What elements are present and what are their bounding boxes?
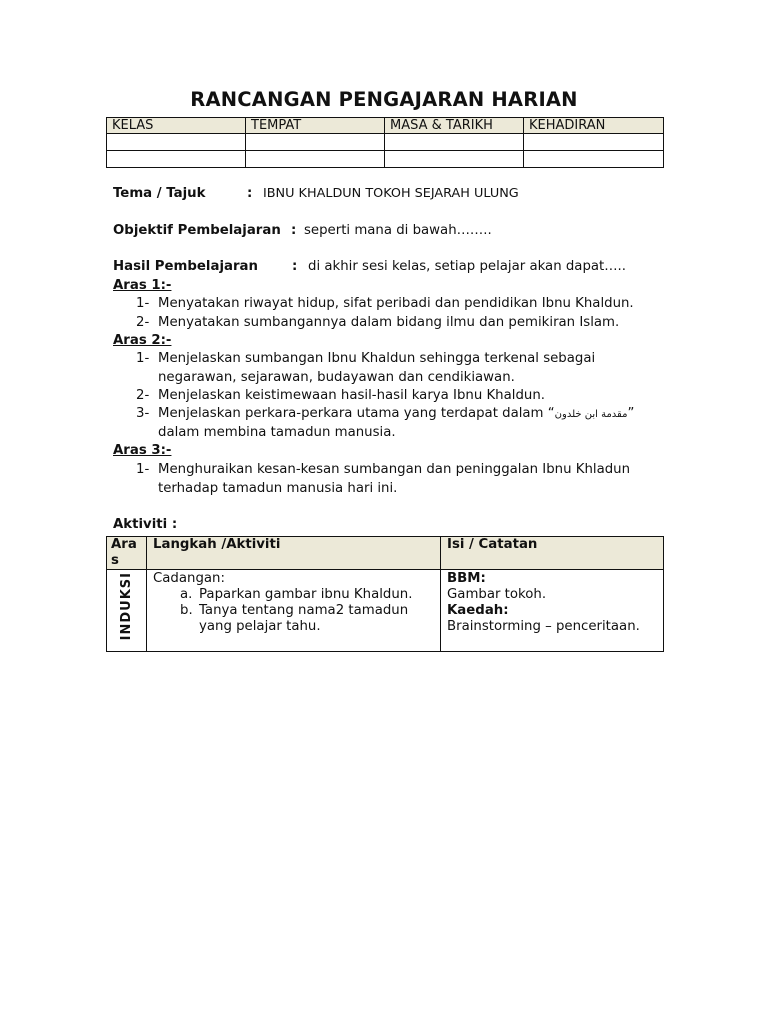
table-cell	[246, 134, 385, 151]
table-cell	[524, 134, 664, 151]
table-row	[107, 151, 664, 168]
tema-colon: :	[247, 186, 253, 201]
list-number: 1-	[136, 296, 150, 311]
table-row	[107, 570, 664, 652]
steps-cell	[147, 570, 441, 652]
activity-table-header	[107, 537, 664, 570]
objektif-label: Objektif Pembelajaran	[113, 223, 281, 238]
hasil-label: Hasil Pembelajaran	[113, 259, 258, 274]
tema-label: Tema / Tajuk	[113, 186, 206, 201]
table-cell	[107, 151, 246, 168]
list-item-continuation: negarawan, sejarawan, budayawan dan cendikiawan.	[158, 370, 515, 385]
header-kelas: KELAS	[107, 118, 246, 134]
list-item-continuation: terhadap tamadun manusia hari ini.	[158, 481, 398, 496]
step-mark: b.	[180, 603, 193, 618]
table-cell	[246, 151, 385, 168]
objektif-colon: :	[291, 223, 297, 238]
header-langkah: Langkah /Aktiviti	[147, 537, 441, 570]
list-item: Menyatakan sumbangannya dalam bidang ilmu dan pemikiran Islam.	[158, 315, 620, 330]
activity-table	[106, 536, 664, 652]
info-table	[106, 117, 664, 168]
cadangan-label: Cadangan:	[153, 571, 225, 586]
list-number: 3-	[136, 406, 150, 421]
step-item	[153, 603, 434, 619]
step-item	[153, 587, 434, 603]
header-aras: Aras	[107, 537, 147, 570]
hasil-value: di akhir sesi kelas, setiap pelajar akan dapat…..	[308, 259, 627, 274]
aktiviti-label: Aktiviti :	[113, 517, 178, 532]
list-number: 2-	[136, 315, 150, 330]
table-row	[107, 134, 664, 151]
list-item: Menyatakan riwayat hidup, sifat peribadi dan pendidikan Ibnu Khaldun.	[158, 296, 634, 311]
arabic-title: مقدمة ابن خلدون	[554, 409, 628, 420]
table-cell	[107, 134, 246, 151]
phase-label: INDUKSI	[118, 572, 134, 641]
quote-open: “	[547, 406, 555, 421]
aras3-heading: Aras 3:-	[113, 443, 172, 458]
list-item: Menjelaskan keistimewaan hasil-hasil karya Ibnu Khaldun.	[158, 388, 545, 403]
phase-cell	[107, 570, 147, 652]
step-text: Paparkan gambar ibnu Khaldun.	[199, 587, 413, 602]
header-tempat: TEMPAT	[246, 118, 385, 134]
table-cell	[385, 151, 524, 168]
list-item: Menjelaskan sumbangan Ibnu Khaldun sehingga terkenal sebagai	[158, 351, 596, 366]
header-kehadiran: KEHADIRAN	[524, 118, 664, 134]
list-item	[158, 405, 634, 424]
list-item-continuation: dalam membina tamadun manusia.	[158, 425, 396, 440]
kaedah-value: Brainstorming – penceritaan.	[447, 619, 640, 634]
step-text: yang pelajar tahu.	[199, 619, 321, 634]
notes-cell	[441, 570, 664, 652]
header-masa-tarikh: MASA & TARIKH	[385, 118, 524, 134]
hasil-colon: :	[292, 259, 298, 274]
aras1-heading: Aras 1:-	[113, 278, 172, 293]
tema-value: IBNU KHALDUN TOKOH SEJARAH ULUNG	[263, 186, 519, 201]
quote-close: ”	[627, 406, 635, 421]
step-item-continuation	[153, 619, 434, 635]
header-isi: Isi / Catatan	[441, 537, 664, 570]
objektif-value: seperti mana di bawah……..	[304, 223, 492, 238]
info-table-header	[107, 118, 664, 134]
list-item-text: Menjelaskan perkara-perkara utama yang terdapat dalam	[158, 406, 544, 421]
aras2-heading: Aras 2:-	[113, 333, 172, 348]
list-number: 1-	[136, 351, 150, 366]
list-item: Menghuraikan kesan-kesan sumbangan dan peninggalan Ibnu Khladun	[158, 462, 631, 477]
step-text: Tanya tentang nama2 tamadun	[199, 603, 409, 618]
kaedah-label: Kaedah:	[447, 603, 509, 618]
table-cell	[524, 151, 664, 168]
list-number: 1-	[136, 462, 150, 477]
page-title: RANCANGAN PENGAJARAN HARIAN	[190, 88, 578, 111]
bbm-label: BBM:	[447, 571, 486, 586]
table-cell	[385, 134, 524, 151]
step-mark: a.	[180, 587, 193, 602]
bbm-value: Gambar tokoh.	[447, 587, 547, 602]
list-number: 2-	[136, 388, 150, 403]
